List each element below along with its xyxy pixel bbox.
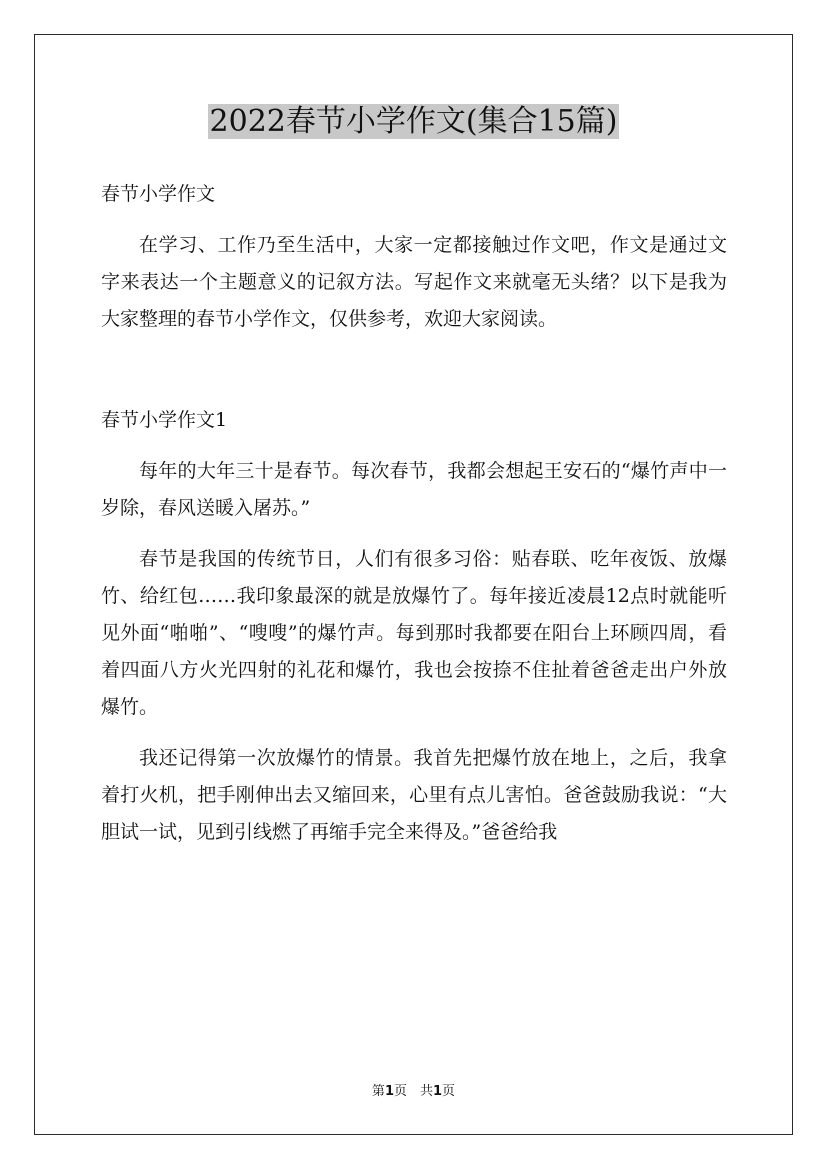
section-heading: 春节小学作文1: [101, 409, 228, 431]
document-title: [0, 100, 827, 144]
document-title-text: 2022春节小学作文(集合15篇): [209, 104, 618, 139]
footer-mid: 页 共: [393, 1084, 433, 1099]
intro-paragraph: 在学习、工作乃至生活中，大家一定都接触过作文吧，作文是通过文字来表达一个主题意义的记叙方法。写起作文来就毫无头绪？以下是我为大家整理的春节小学作文，仅供参考，欢迎大家阅读。: [101, 234, 727, 330]
intro-heading: 春节小学作文: [101, 183, 216, 205]
section-paragraph-1: 每年的大年三十是春节。每次春节，我都会想起王安石的“爆竹声中一岁除，春风送暖入屠苏。”: [101, 460, 727, 519]
section-paragraph-2: 春节是我国的传统节日，人们有很多习俗：贴春联、吃年夜饭、放爆竹、给红包……我印象最深的就是放爆竹了。每年接近凌晨12点时就能听见外面“啪啪”、“嗖嗖”的爆竹声。每到那时我都要在阳台上环顾四周，看着四面八方火光四射的礼花和爆竹，我也会按捺不住扯着爸爸走出户外放爆竹。: [101, 548, 727, 718]
footer-total-pages: 1: [433, 1084, 443, 1099]
footer-current-page: 1: [384, 1084, 394, 1099]
page-footer: [0, 1083, 827, 1101]
footer-prefix: 第: [371, 1084, 385, 1099]
footer-suffix: 页: [442, 1084, 456, 1099]
section-paragraph-3: 我还记得第一次放爆竹的情景。我首先把爆竹放在地上，之后，我拿着打火机，把手刚伸出去又缩回来，心里有点儿害怕。爸爸鼓励我说：“大胆试一试，见到引线燃了再缩手完全来得及。”爸爸给我: [101, 747, 727, 843]
document-body: [101, 176, 727, 851]
